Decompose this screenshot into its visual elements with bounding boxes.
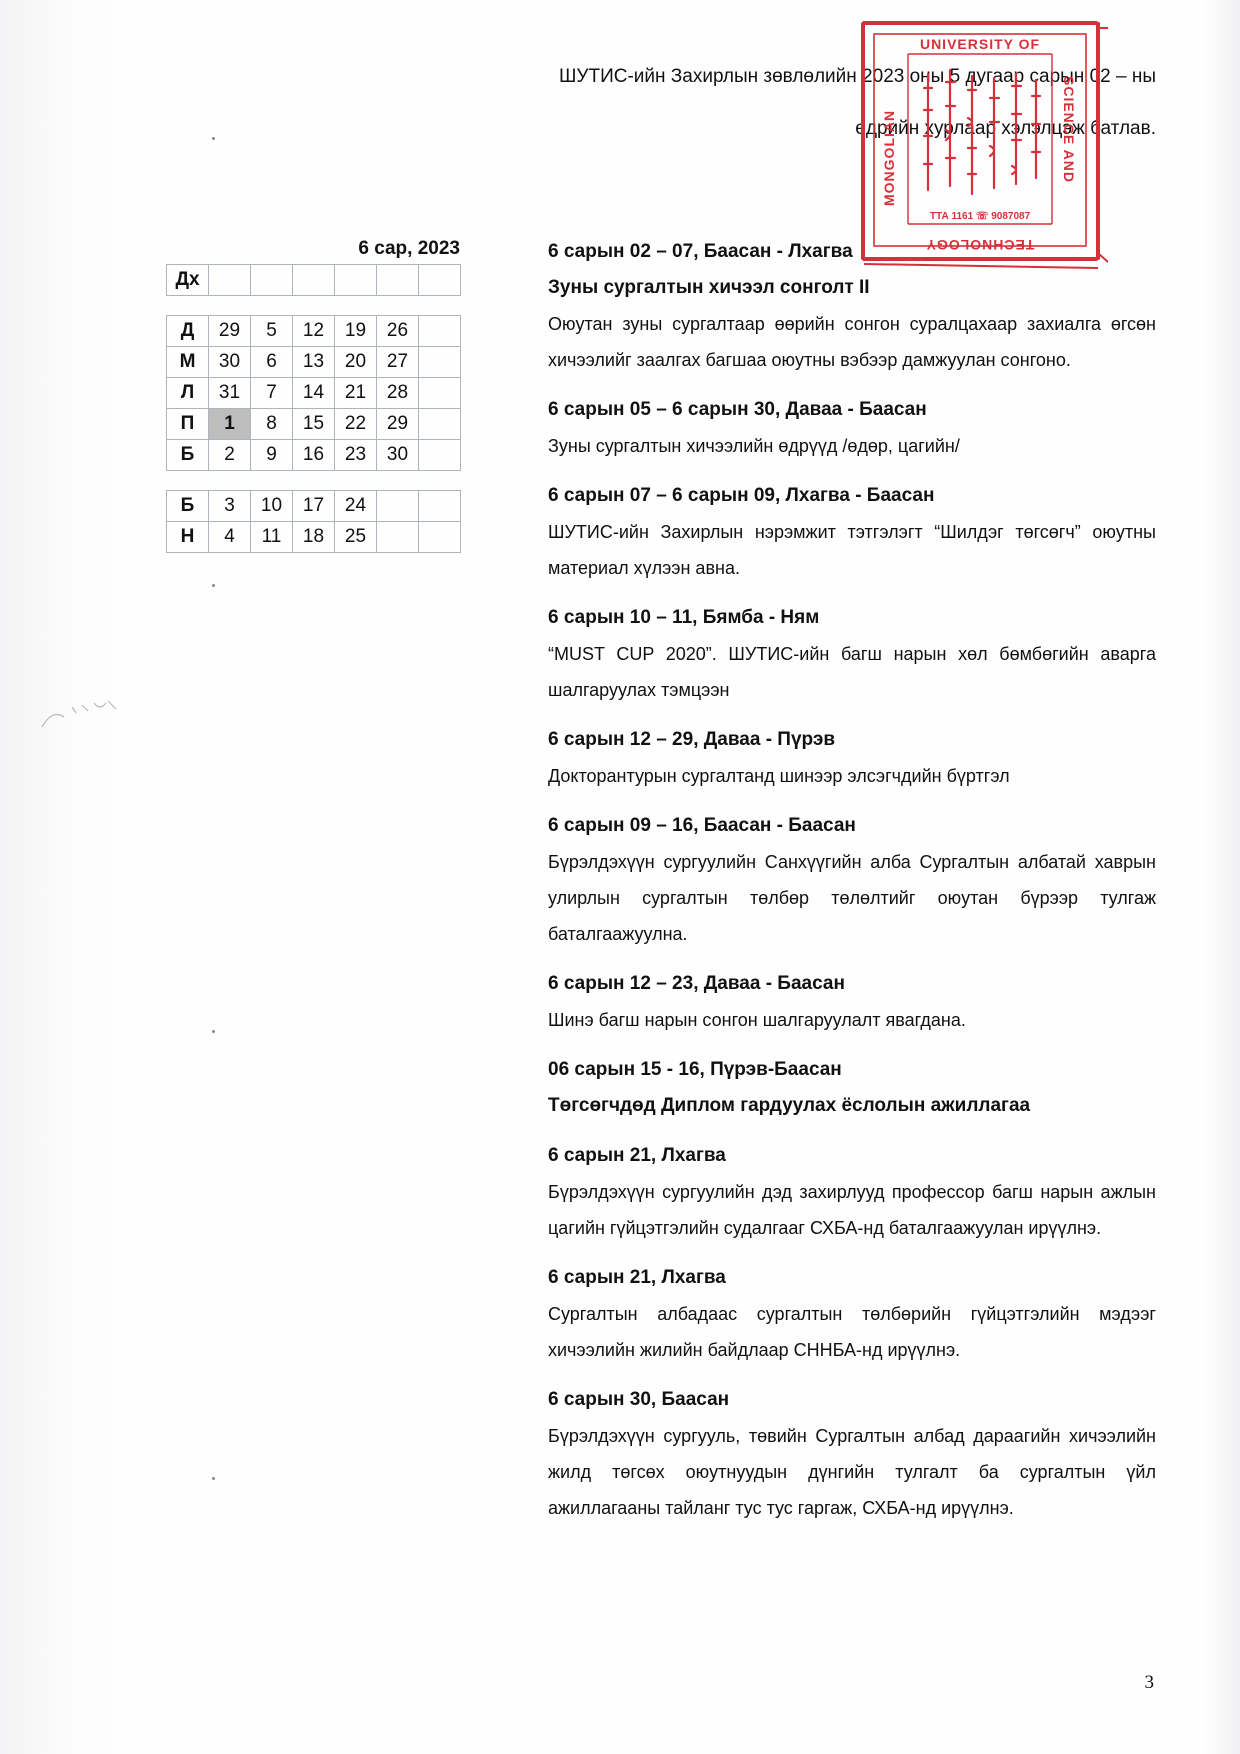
calendar-day: 31	[209, 378, 251, 409]
calendar-day: 18	[293, 522, 335, 553]
calendar-day: 19	[335, 316, 377, 347]
entry-subtitle: Төгсөгчдөд Диплом гардуулах ёслолын ажиллагаа	[548, 1095, 1031, 1116]
calendar-row	[167, 378, 461, 409]
schedule-entry	[548, 600, 1156, 708]
schedule-entry	[548, 1260, 1156, 1368]
weekday-label: М	[167, 347, 209, 378]
scan-speck	[212, 137, 215, 140]
calendar-day: 9	[251, 440, 293, 471]
page-number: 3	[1144, 1672, 1154, 1693]
calendar-day	[419, 347, 461, 378]
calendar-day: 15	[293, 409, 335, 440]
calendar-day: 13	[293, 347, 335, 378]
entry-description: Шинэ багш нарын сонгон шалгаруулалт явагдана.	[548, 1010, 966, 1030]
entry-date: 6 сарын 07 – 6 сарын 09, Лхагва - Баасан	[548, 485, 935, 506]
calendar-cell	[419, 265, 461, 296]
calendar-row	[167, 316, 461, 347]
stamp-bottom-text: TECHNOLOGY	[925, 237, 1035, 253]
entry-date: 06 сарын 15 - 16, Пүрэв-Баасан	[548, 1059, 842, 1080]
entry-date: 6 сарын 02 – 07, Баасан - Лхагва	[548, 241, 853, 262]
calendar-day: 27	[377, 347, 419, 378]
scan-scribble-mark	[38, 695, 138, 735]
stamp-left-text: MONGOLIAN	[881, 109, 897, 206]
calendar-day: 23	[335, 440, 377, 471]
entry-description: Докторантурын сургалтанд шинээр элсэгчдийн бүртгэл	[548, 766, 1010, 786]
stamp-top-text: UNIVERSITY OF	[919, 36, 1041, 52]
entry-date: 6 сарын 30, Баасан	[548, 1389, 730, 1410]
schedule-entry	[548, 966, 1156, 1038]
stamp-registration-text: ТТА 1161 ☏ 9087087	[929, 211, 1031, 222]
calendar-day	[377, 491, 419, 522]
calendar-day: 25	[335, 522, 377, 553]
scan-speck	[212, 584, 215, 587]
entry-date: 6 сарын 09 – 16, Баасан - Баасан	[548, 815, 856, 836]
calendar-day: 20	[335, 347, 377, 378]
weekday-label: Б	[167, 491, 209, 522]
calendar-day	[419, 409, 461, 440]
entry-date: 6 сарын 21, Лхагва	[548, 1267, 726, 1288]
calendar-day: 7	[251, 378, 293, 409]
calendar-day: 10	[251, 491, 293, 522]
entry-description: ШУТИС-ийн Захирлын нэрэмжит тэтгэлэгт “Шилдэг төгсөгч” оюутны материал хүлээн авна.	[548, 522, 1156, 578]
entry-date: 6 сарын 12 – 23, Даваа - Баасан	[548, 973, 845, 994]
schedule-entry	[548, 1138, 1156, 1246]
schedule-entry	[548, 1052, 1156, 1124]
weekday-label: П	[167, 409, 209, 440]
calendar-header-row	[167, 265, 461, 296]
calendar-cell	[377, 265, 419, 296]
calendar-day: 21	[335, 378, 377, 409]
calendar-day-highlighted: 1	[209, 409, 251, 440]
calendar-row	[167, 491, 461, 522]
entry-subtitle: Зуны сургалтын хичээл сонголт II	[548, 277, 870, 298]
weekday-label: Н	[167, 522, 209, 553]
calendar-row	[167, 522, 461, 553]
weekday-header-label: Дх	[167, 265, 209, 296]
calendar-day: 5	[251, 316, 293, 347]
schedule-entry	[548, 234, 1156, 378]
scan-speck	[212, 1477, 215, 1480]
weekday-label: Л	[167, 378, 209, 409]
entry-description: Оюутан зуны сургалтаар өөрийн сонгон суралцахаар захиалга өгсөн хичээлийг заалгах багшаа оюутны вэбээр дамжуулан сонгоно.	[548, 314, 1156, 370]
calendar-day: 16	[293, 440, 335, 471]
calendar-header-table	[166, 264, 461, 296]
calendar-day: 4	[209, 522, 251, 553]
entry-date: 6 сарын 12 – 29, Даваа - Пүрэв	[548, 729, 836, 750]
calendar-day: 28	[377, 378, 419, 409]
stamp-mongolian-script	[924, 70, 1040, 194]
entry-description: Бүрэлдэхүүн сургуулийн дэд захирлууд профессор багш нарын ажлын цагийн гүйцэтгэлийн судалгааг СХБА-нд баталгаажуулан ирүүлнэ.	[548, 1182, 1156, 1238]
calendar-day: 6	[251, 347, 293, 378]
weekday-label: Д	[167, 316, 209, 347]
calendar-day: 22	[335, 409, 377, 440]
calendar-day: 29	[377, 409, 419, 440]
calendar-day: 24	[335, 491, 377, 522]
calendar-day: 3	[209, 491, 251, 522]
entry-description: Бүрэлдэхүүн сургууль, төвийн Сургалтын албад дараагийн хичээлийн жилд төгсөх оюутнуудын дүнгийн тулгалт ба сургалтын үйл ажиллагааны тайланг тус тус гаргаж, СХБА-нд ирүүлнэ.	[548, 1426, 1156, 1518]
calendar-day: 12	[293, 316, 335, 347]
calendar-day: 2	[209, 440, 251, 471]
calendar-row	[167, 440, 461, 471]
entry-description: Зуны сургалтын хичээлийн өдрүүд /өдөр, цагийн/	[548, 436, 960, 456]
schedule-entry	[548, 478, 1156, 586]
schedule-entry	[548, 722, 1156, 794]
schedule-list	[548, 234, 1156, 1540]
scan-shadow-right	[1200, 0, 1240, 1754]
weekday-label: Б	[167, 440, 209, 471]
approval-note-line-1: ШУТИС-ийн Захирлын зөвлөлийн 2023 оны 5 дугаар сарын 02 – ны	[559, 66, 1156, 87]
calendar-day: 26	[377, 316, 419, 347]
entry-description: Сургалтын албадаас сургалтын төлбөрийн гүйцэтгэлийн мэдээг хичээлийн жилийн байдлаар СННБА-нд ирүүлнэ.	[548, 1304, 1156, 1360]
schedule-entry	[548, 392, 1156, 464]
entry-date: 6 сарын 21, Лхагва	[548, 1145, 726, 1166]
scan-shadow-left	[0, 0, 150, 1754]
calendar-day: 17	[293, 491, 335, 522]
calendar-cell	[251, 265, 293, 296]
calendar-row	[167, 347, 461, 378]
stamp-right-text: SCIENCE AND	[1061, 76, 1077, 183]
calendar-weekdays-table	[166, 315, 461, 471]
calendar-day: 30	[377, 440, 419, 471]
calendar-day	[419, 491, 461, 522]
schedule-entry	[548, 808, 1156, 952]
calendar-weekend-table	[166, 490, 461, 553]
entry-date: 6 сарын 10 – 11, Бямба - Ням	[548, 607, 820, 628]
entry-description: “MUST CUP 2020”. ШУТИС-ийн багш нарын хөл бөмбөгийн аварга шалгаруулах тэмцээн	[548, 644, 1156, 700]
calendar-day	[419, 440, 461, 471]
schedule-entry	[548, 1382, 1156, 1526]
calendar-day	[419, 522, 461, 553]
scan-speck	[212, 1030, 215, 1033]
calendar-day: 11	[251, 522, 293, 553]
calendar-cell	[293, 265, 335, 296]
calendar-row	[167, 409, 461, 440]
calendar-day	[419, 378, 461, 409]
calendar-day: 8	[251, 409, 293, 440]
calendar-day	[419, 316, 461, 347]
calendar-day: 29	[209, 316, 251, 347]
calendar-cell	[335, 265, 377, 296]
calendar-cell	[209, 265, 251, 296]
entry-date: 6 сарын 05 – 6 сарын 30, Даваа - Баасан	[548, 399, 927, 420]
entry-description: Бүрэлдэхүүн сургуулийн Санхүүгийн алба Сургалтын албатай хаврын улирлын сургалтын төлбөр төлөлтийг оюутан бүрээр тулгаж баталгаажуулна.	[548, 852, 1156, 944]
calendar-day	[377, 522, 419, 553]
approval-note-line-2: өдрийн хурлаар хэлэлцэж батлав.	[855, 118, 1156, 139]
calendar-caption: 6 сар, 2023	[358, 238, 460, 259]
calendar-day: 30	[209, 347, 251, 378]
calendar-day: 14	[293, 378, 335, 409]
